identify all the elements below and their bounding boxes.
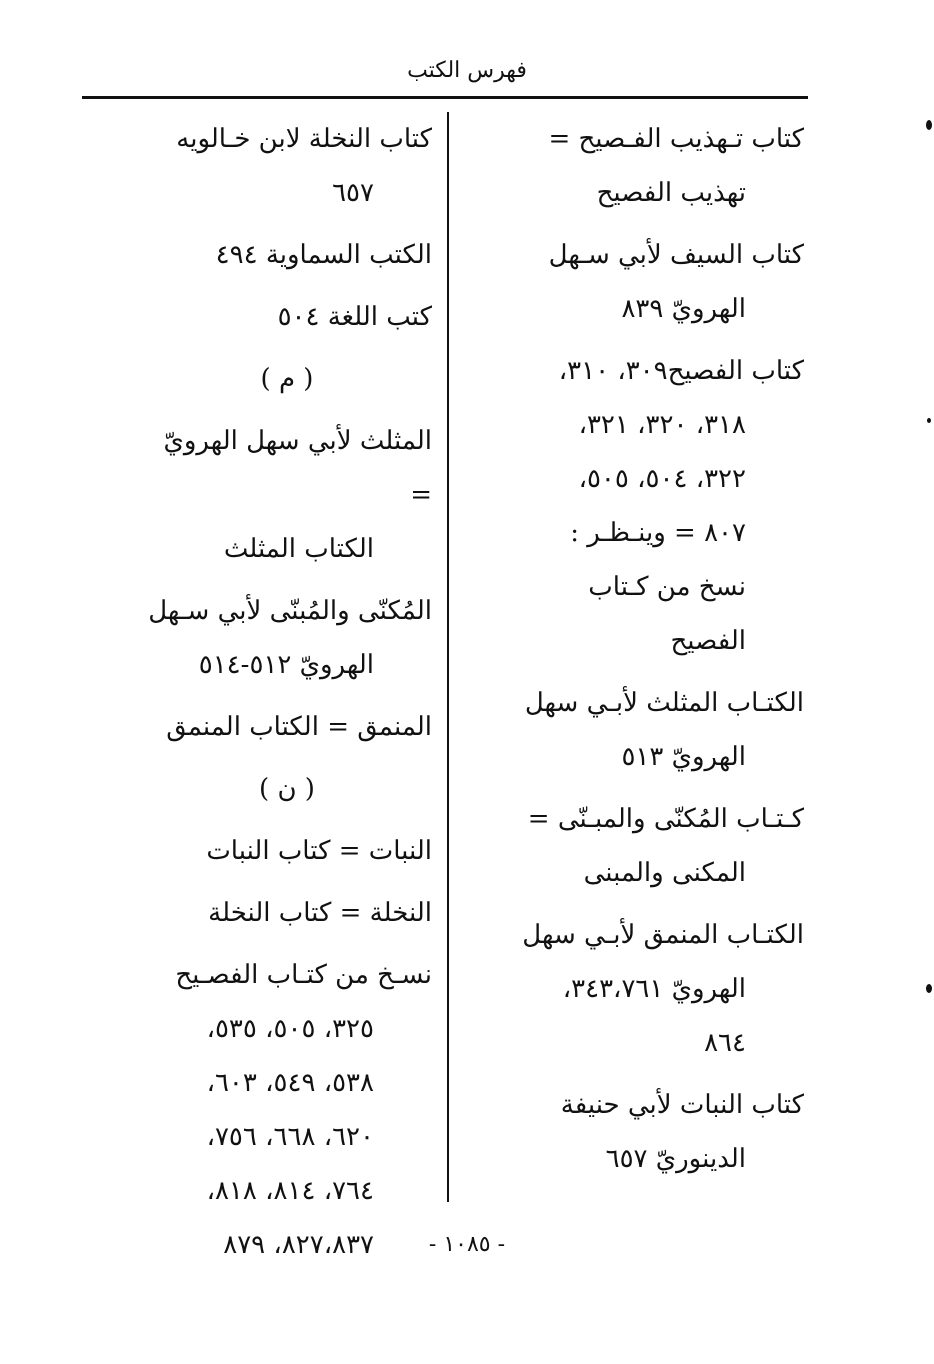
index-entry bbox=[514, 676, 804, 784]
index-entry bbox=[142, 228, 432, 282]
entry-continuation: ٣٢٥، ٥٠٥، ٥٣٥، bbox=[206, 1014, 374, 1044]
entry-title: كتب اللغة ٥٠٤ bbox=[277, 302, 432, 332]
index-entry bbox=[142, 584, 432, 692]
entry-title: الكتب السماوية ٤٩٤ bbox=[215, 240, 432, 270]
entry-title: كتاب الفصيح٣٠٩، ٣١٠، bbox=[558, 356, 804, 386]
entry-continuation: نسخ من كـتاب bbox=[588, 572, 746, 602]
entry-continuation: ٨٢٧،٨٣٧، ٨٧٩ bbox=[223, 1230, 374, 1260]
index-column-right bbox=[514, 112, 804, 1194]
index-entry bbox=[142, 824, 432, 878]
entry-title: النخلة = كتاب النخلة bbox=[208, 898, 432, 928]
entry-title: نسـخ من كتـاب الفصـيح bbox=[175, 960, 432, 990]
entry-title: كـتـاب المُكنّى والمبـنّى = bbox=[527, 804, 804, 834]
index-column-left bbox=[142, 112, 432, 1280]
entry-continuation: ٣٢٢، ٥٠٤، ٥٠٥، bbox=[578, 464, 746, 494]
index-entry bbox=[142, 700, 432, 754]
entry-continuation: المكنى والمبنى bbox=[583, 858, 746, 888]
section-letter-label: ( م ) bbox=[260, 364, 314, 394]
index-entry bbox=[514, 908, 804, 1070]
index-entry bbox=[514, 344, 804, 668]
entry-continuation: الدينوريّ ٦٥٧ bbox=[605, 1144, 746, 1174]
entry-continuation: ٨٠٧ = وينـظـر : bbox=[570, 518, 746, 548]
index-entry bbox=[514, 112, 804, 220]
entry-continuation: ٥٣٨، ٥٤٩، ٦٠٣، bbox=[206, 1068, 374, 1098]
entry-title: المنمق = الكتاب المنمق bbox=[166, 712, 432, 742]
entry-continuation: تهذيب الفصيح bbox=[596, 178, 746, 208]
index-entry bbox=[142, 414, 432, 576]
index-entry bbox=[142, 112, 432, 220]
section-letter bbox=[142, 762, 432, 816]
entry-title: كتاب النخلة لابن خـالويه bbox=[176, 124, 432, 154]
page-number: - ١٠٨٥ - bbox=[428, 1232, 506, 1257]
entry-title: الكتـاب المنمق لأبـي سهل bbox=[522, 920, 804, 950]
index-entry bbox=[142, 886, 432, 940]
entry-title: المثلث لأبي سهل الهرويّ = bbox=[163, 426, 432, 510]
entry-continuation: الكتاب المثلث bbox=[223, 534, 374, 564]
section-letter-label: ( ن ) bbox=[259, 774, 315, 804]
index-entry bbox=[142, 948, 432, 1272]
entry-continuation: الهرويّ ٥١٢-٥١٤ bbox=[198, 650, 374, 680]
entry-title: كتاب تـهذيب الفـصيح = bbox=[548, 124, 804, 154]
running-header-title: فهرس الكتب bbox=[407, 58, 527, 83]
entry-title: كتاب النبات لأبي حنيفة bbox=[560, 1090, 804, 1120]
scan-speck bbox=[927, 418, 931, 423]
entry-continuation: الهرويّ ٨٣٩ bbox=[621, 294, 746, 324]
entry-continuation: الهرويّ ٣٤٣،٧٦١، bbox=[562, 974, 746, 1004]
entry-title: المُكنّى والمُبنّى لأبي سـهل bbox=[148, 596, 432, 626]
entry-continuation: الفصيح bbox=[670, 626, 746, 656]
column-divider bbox=[447, 112, 449, 1202]
entry-continuation: ٧٦٤، ٨١٤، ٨١٨، bbox=[206, 1176, 374, 1206]
entry-continuation: ٦٢٠، ٦٦٨، ٧٥٦، bbox=[206, 1122, 374, 1152]
index-entry bbox=[514, 1078, 804, 1186]
index-entry bbox=[514, 792, 804, 900]
entry-title: النبات = كتاب النبات bbox=[206, 836, 432, 866]
index-entry bbox=[514, 228, 804, 336]
entry-continuation: ٨٦٤ bbox=[704, 1028, 746, 1058]
section-letter bbox=[142, 352, 432, 406]
scan-speck bbox=[926, 984, 932, 993]
entry-continuation: الهرويّ ٥١٣ bbox=[621, 742, 746, 772]
entry-continuation: ٣١٨، ٣٢٠، ٣٢١، bbox=[578, 410, 746, 440]
entry-title: الكتـاب المثلث لأبـي سهل bbox=[524, 688, 804, 718]
header-rule bbox=[82, 96, 808, 99]
scan-speck bbox=[926, 120, 932, 130]
entry-title: كتاب السيف لأبي سـهل bbox=[548, 240, 804, 270]
entry-continuation: ٦٥٧ bbox=[332, 178, 374, 208]
index-entry bbox=[142, 290, 432, 344]
